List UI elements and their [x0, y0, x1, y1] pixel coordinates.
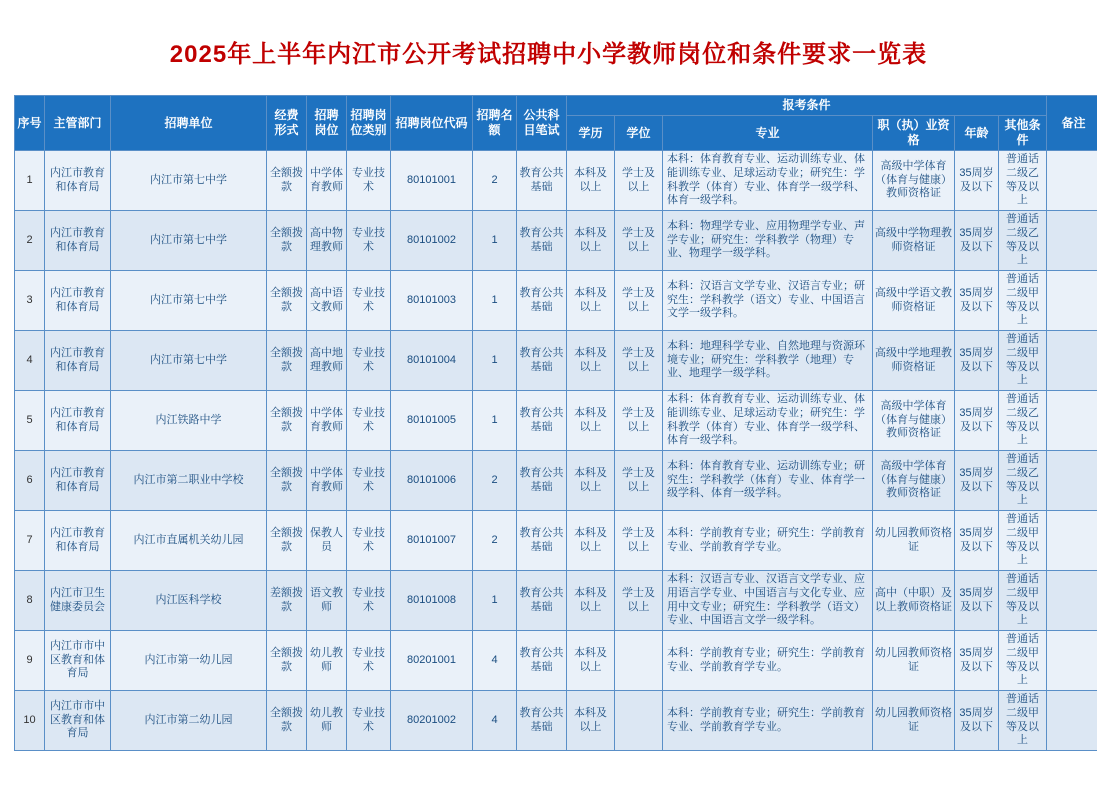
cell-exam: 教育公共基础 [517, 211, 567, 271]
cell-degree [615, 631, 663, 691]
table-body [15, 151, 1097, 751]
cell-index: 1 [15, 151, 45, 211]
cell-post-code: 80101005 [391, 391, 473, 451]
cell-post: 保教人员 [307, 511, 347, 571]
cell-post: 高中语文教师 [307, 271, 347, 331]
cell-other: 普通话二级乙等及以上 [999, 211, 1047, 271]
cell-cert: 高中（中职）及以上教师资格证 [873, 571, 955, 631]
cell-dept: 内江市教育和体育局 [45, 511, 111, 571]
cell-major: 本科：汉语言专业、汉语言文学专业、应用语言学专业、中国语言与文化专业、应用中文专业；研究生：学科教学（语文）专业、中国语言文学一级学科。 [663, 571, 873, 631]
cell-funding: 全额拨款 [267, 691, 307, 751]
cell-remark [1047, 211, 1097, 271]
cell-degree: 学士及以上 [615, 271, 663, 331]
cell-index: 8 [15, 571, 45, 631]
cell-post-code: 80101007 [391, 511, 473, 571]
cell-dept: 内江市教育和体育局 [45, 451, 111, 511]
cell-exam: 教育公共基础 [517, 151, 567, 211]
cell-dept: 内江市教育和体育局 [45, 151, 111, 211]
header-age: 年龄 [955, 116, 999, 151]
cell-education: 本科及以上 [567, 211, 615, 271]
cell-degree: 学士及以上 [615, 391, 663, 451]
cell-other: 普通话二级甲等及以上 [999, 511, 1047, 571]
cell-quota: 2 [473, 511, 517, 571]
cell-cert: 幼儿园教师资格证 [873, 631, 955, 691]
cell-index: 6 [15, 451, 45, 511]
cell-funding: 全额拨款 [267, 211, 307, 271]
table-header [15, 96, 1097, 151]
cell-other: 普通话二级甲等及以上 [999, 571, 1047, 631]
table-row [15, 511, 1097, 571]
cell-index: 7 [15, 511, 45, 571]
header-quota: 招聘名额 [473, 96, 517, 151]
cell-unit: 内江铁路中学 [111, 391, 267, 451]
cell-other: 普通话二级甲等及以上 [999, 331, 1047, 391]
header-major: 专业 [663, 116, 873, 151]
cell-unit: 内江市第七中学 [111, 271, 267, 331]
cell-other: 普通话二级甲等及以上 [999, 271, 1047, 331]
table-row [15, 211, 1097, 271]
cell-post-type: 专业技术 [347, 211, 391, 271]
cell-age: 35周岁及以下 [955, 271, 999, 331]
cell-other: 普通话二级甲等及以上 [999, 631, 1047, 691]
cell-education: 本科及以上 [567, 271, 615, 331]
cell-remark [1047, 451, 1097, 511]
header-post-type: 招聘岗位类别 [347, 96, 391, 151]
cell-post-type: 专业技术 [347, 331, 391, 391]
cell-dept: 内江市教育和体育局 [45, 391, 111, 451]
cell-age: 35周岁及以下 [955, 691, 999, 751]
cell-post-code: 80101002 [391, 211, 473, 271]
cell-post-type: 专业技术 [347, 511, 391, 571]
cell-post-type: 专业技术 [347, 151, 391, 211]
cell-funding: 差额拨款 [267, 571, 307, 631]
cell-post-type: 专业技术 [347, 571, 391, 631]
header-group-conditions: 报考条件 [567, 96, 1047, 116]
cell-age: 35周岁及以下 [955, 151, 999, 211]
cell-cert: 高级中学地理教师资格证 [873, 331, 955, 391]
cell-cert: 高级中学语文教师资格证 [873, 271, 955, 331]
cell-unit: 内江医科学校 [111, 571, 267, 631]
cell-quota: 4 [473, 691, 517, 751]
cell-age: 35周岁及以下 [955, 631, 999, 691]
cell-post: 高中地理教师 [307, 331, 347, 391]
cell-age: 35周岁及以下 [955, 571, 999, 631]
cell-exam: 教育公共基础 [517, 331, 567, 391]
page-title: 2025年上半年内江市公开考试招聘中小学教师岗位和条件要求一览表 [169, 41, 928, 68]
cell-quota: 1 [473, 571, 517, 631]
cell-quota: 4 [473, 631, 517, 691]
table-row [15, 691, 1097, 751]
cell-degree: 学士及以上 [615, 331, 663, 391]
header-remark: 备注 [1047, 96, 1097, 151]
cell-post: 中学体育教师 [307, 151, 347, 211]
cell-degree: 学士及以上 [615, 451, 663, 511]
cell-cert: 幼儿园教师资格证 [873, 691, 955, 751]
cell-education: 本科及以上 [567, 151, 615, 211]
cell-index: 9 [15, 631, 45, 691]
cell-education: 本科及以上 [567, 391, 615, 451]
recruitment-table [14, 95, 1097, 751]
header-post: 招聘岗位 [307, 96, 347, 151]
cell-age: 35周岁及以下 [955, 391, 999, 451]
cell-funding: 全额拨款 [267, 391, 307, 451]
cell-age: 35周岁及以下 [955, 211, 999, 271]
cell-dept: 内江市卫生健康委员会 [45, 571, 111, 631]
cell-remark [1047, 391, 1097, 451]
cell-unit: 内江市第二幼儿园 [111, 691, 267, 751]
cell-education: 本科及以上 [567, 631, 615, 691]
cell-unit: 内江市第七中学 [111, 151, 267, 211]
header-degree: 学位 [615, 116, 663, 151]
cell-remark [1047, 571, 1097, 631]
cell-unit: 内江市第一幼儿园 [111, 631, 267, 691]
cell-funding: 全额拨款 [267, 451, 307, 511]
cell-exam: 教育公共基础 [517, 451, 567, 511]
cell-quota: 2 [473, 151, 517, 211]
cell-other: 普通话二级乙等及以上 [999, 151, 1047, 211]
table-row [15, 391, 1097, 451]
cell-post-code: 80201002 [391, 691, 473, 751]
header-exam: 公共科目笔试 [517, 96, 567, 151]
cell-major: 本科：学前教育专业；研究生：学前教育专业、学前教育学专业。 [663, 631, 873, 691]
cell-exam: 教育公共基础 [517, 391, 567, 451]
cell-education: 本科及以上 [567, 331, 615, 391]
cell-post-code: 80101004 [391, 331, 473, 391]
cell-dept: 内江市教育和体育局 [45, 271, 111, 331]
cell-remark [1047, 511, 1097, 571]
cell-index: 5 [15, 391, 45, 451]
cell-dept: 内江市教育和体育局 [45, 331, 111, 391]
cell-remark [1047, 691, 1097, 751]
cell-post-type: 专业技术 [347, 451, 391, 511]
cell-education: 本科及以上 [567, 571, 615, 631]
cell-index: 4 [15, 331, 45, 391]
cell-cert: 高级中学物理教师资格证 [873, 211, 955, 271]
cell-post: 语文教师 [307, 571, 347, 631]
cell-quota: 1 [473, 391, 517, 451]
cell-post: 高中物理教师 [307, 211, 347, 271]
cell-index: 10 [15, 691, 45, 751]
cell-major: 本科：物理学专业、应用物理学专业、声学专业；研究生：学科教学（物理）专业、物理学一级学科。 [663, 211, 873, 271]
cell-post-code: 80101006 [391, 451, 473, 511]
cell-major: 本科：学前教育专业；研究生：学前教育专业、学前教育学专业。 [663, 691, 873, 751]
cell-degree: 学士及以上 [615, 571, 663, 631]
cell-major: 本科：学前教育专业；研究生：学前教育专业、学前教育学专业。 [663, 511, 873, 571]
header-dept: 主管部门 [45, 96, 111, 151]
table-row [15, 571, 1097, 631]
table-row [15, 151, 1097, 211]
cell-age: 35周岁及以下 [955, 331, 999, 391]
cell-post: 幼儿教师 [307, 631, 347, 691]
header-funding: 经费形式 [267, 96, 307, 151]
cell-unit: 内江市第二职业中学校 [111, 451, 267, 511]
header-education: 学历 [567, 116, 615, 151]
cell-education: 本科及以上 [567, 451, 615, 511]
cell-other: 普通话二级乙等及以上 [999, 391, 1047, 451]
cell-cert: 高级中学体育（体育与健康）教师资格证 [873, 391, 955, 451]
cell-exam: 教育公共基础 [517, 691, 567, 751]
cell-post-code: 80201001 [391, 631, 473, 691]
cell-exam: 教育公共基础 [517, 511, 567, 571]
cell-unit: 内江市第七中学 [111, 331, 267, 391]
cell-degree [615, 691, 663, 751]
cell-major: 本科：体育教育专业、运动训练专业；研究生：学科教学（体育）专业、体育学一级学科、体育一级学科。 [663, 451, 873, 511]
cell-other: 普通话二级甲等及以上 [999, 691, 1047, 751]
header-other: 其他条件 [999, 116, 1047, 151]
cell-post-code: 80101008 [391, 571, 473, 631]
header-cert: 职（执）业资格 [873, 116, 955, 151]
table-row [15, 631, 1097, 691]
cell-funding: 全额拨款 [267, 511, 307, 571]
cell-quota: 1 [473, 331, 517, 391]
cell-exam: 教育公共基础 [517, 571, 567, 631]
cell-unit: 内江市第七中学 [111, 211, 267, 271]
cell-funding: 全额拨款 [267, 631, 307, 691]
cell-dept: 内江市市中区教育和体育局 [45, 691, 111, 751]
cell-remark [1047, 631, 1097, 691]
cell-post-type: 专业技术 [347, 271, 391, 331]
cell-age: 35周岁及以下 [955, 511, 999, 571]
cell-quota: 1 [473, 211, 517, 271]
cell-remark [1047, 271, 1097, 331]
cell-index: 2 [15, 211, 45, 271]
cell-major: 本科：体育教育专业、运动训练专业、体能训练专业、足球运动专业；研究生：学科教学（体育）专业、体育学一级学科、体育一级学科。 [663, 151, 873, 211]
table-row [15, 331, 1097, 391]
cell-funding: 全额拨款 [267, 271, 307, 331]
table-row [15, 451, 1097, 511]
cell-post-code: 80101003 [391, 271, 473, 331]
cell-education: 本科及以上 [567, 691, 615, 751]
cell-major: 本科：地理科学专业、自然地理与资源环境专业；研究生：学科教学（地理）专业、地理学一级学科。 [663, 331, 873, 391]
cell-exam: 教育公共基础 [517, 631, 567, 691]
cell-cert: 高级中学体育（体育与健康）教师资格证 [873, 151, 955, 211]
cell-major: 本科：体育教育专业、运动训练专业、体能训练专业、足球运动专业；研究生：学科教学（体育）专业、体育学一级学科、体育一级学科。 [663, 391, 873, 451]
cell-exam: 教育公共基础 [517, 271, 567, 331]
cell-post-type: 专业技术 [347, 391, 391, 451]
cell-other: 普通话二级乙等及以上 [999, 451, 1047, 511]
cell-index: 3 [15, 271, 45, 331]
cell-degree: 学士及以上 [615, 151, 663, 211]
header-post-code: 招聘岗位代码 [391, 96, 473, 151]
cell-post: 中学体育教师 [307, 391, 347, 451]
cell-post-type: 专业技术 [347, 691, 391, 751]
header-unit: 招聘单位 [111, 96, 267, 151]
table-header-row-1 [15, 96, 1097, 116]
cell-funding: 全额拨款 [267, 151, 307, 211]
cell-dept: 内江市教育和体育局 [45, 211, 111, 271]
cell-funding: 全额拨款 [267, 331, 307, 391]
table-row [15, 271, 1097, 331]
cell-dept: 内江市市中区教育和体育局 [45, 631, 111, 691]
cell-quota: 2 [473, 451, 517, 511]
cell-quota: 1 [473, 271, 517, 331]
cell-post: 中学体育教师 [307, 451, 347, 511]
cell-unit: 内江市直属机关幼儿园 [111, 511, 267, 571]
cell-remark [1047, 331, 1097, 391]
header-index: 序号 [15, 96, 45, 151]
cell-age: 35周岁及以下 [955, 451, 999, 511]
cell-cert: 高级中学体育（体育与健康）教师资格证 [873, 451, 955, 511]
cell-post-type: 专业技术 [347, 631, 391, 691]
cell-education: 本科及以上 [567, 511, 615, 571]
cell-degree: 学士及以上 [615, 211, 663, 271]
cell-post: 幼儿教师 [307, 691, 347, 751]
cell-post-code: 80101001 [391, 151, 473, 211]
cell-degree: 学士及以上 [615, 511, 663, 571]
cell-major: 本科：汉语言文学专业、汉语言专业；研究生：学科教学（语文）专业、中国语言文学一级学科。 [663, 271, 873, 331]
cell-cert: 幼儿园教师资格证 [873, 511, 955, 571]
cell-remark [1047, 151, 1097, 211]
